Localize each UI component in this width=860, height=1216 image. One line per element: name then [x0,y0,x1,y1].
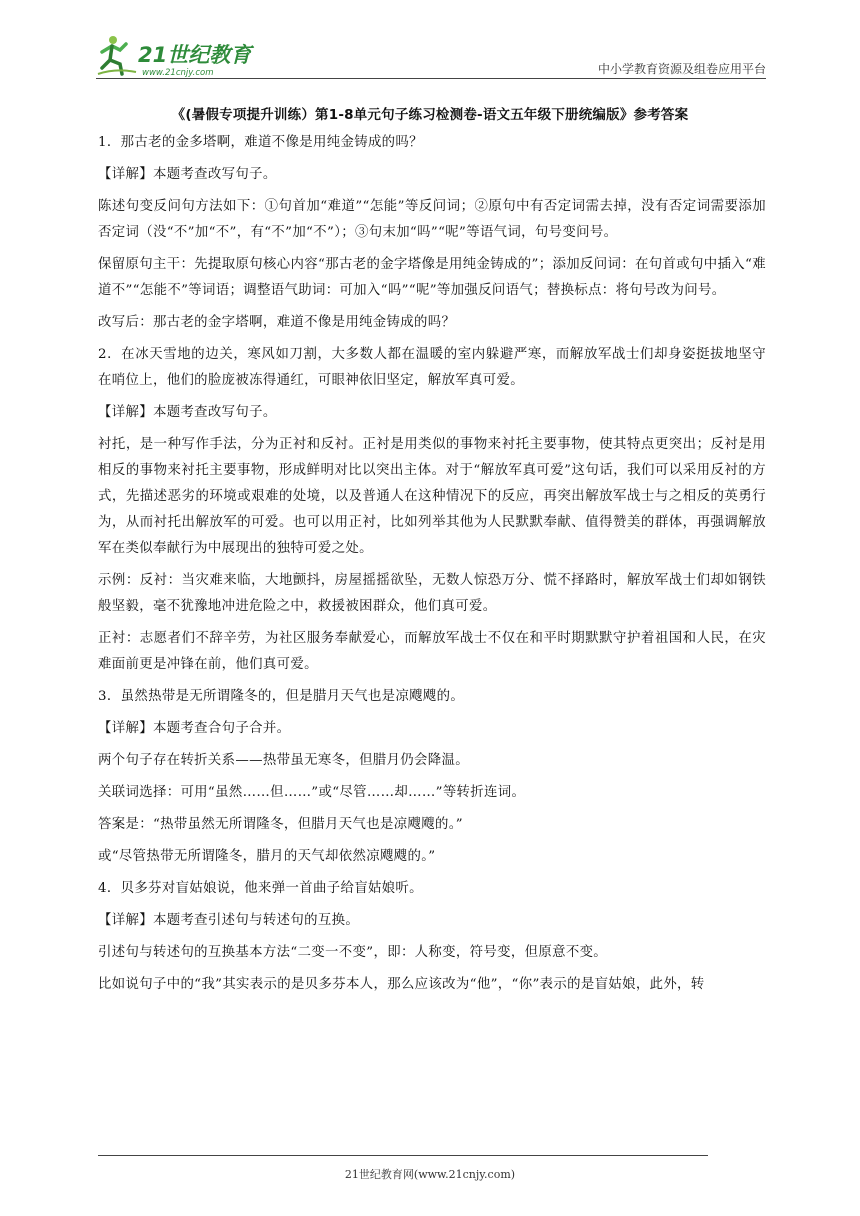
page-footer: 21世纪教育网(www.21cnjy.com) [344,1168,516,1181]
answer-content [98,130,766,1004]
paragraph: 2．在冰天雪地的边关，寒风如刀割，大多数人都在温暖的室内躲避严寒，而解放军战士们却身姿挺拔地坚守在哨位上，他们的脸庞被冻得通红，可眼神依旧坚定，解放军真可爱。 [98,347,766,388]
paragraph: 两个句子存在转折关系——热带虽无寒冬，但腊月仍会降温。 [98,753,469,768]
footer-divider [98,1155,708,1156]
paragraph: 【详解】本题考查引述句与转述句的互换。 [98,913,360,928]
paragraph: 1．那古老的金多塔啊，难道不像是用纯金铸成的吗？ [98,135,423,150]
page-header [96,34,766,80]
logo-url: www.21cnjy.com [142,68,214,78]
paragraph: 或“尽管热带无所谓隆冬，腊月的天气却依然凉飕飕的。” [98,849,436,864]
paragraph: 引述句与转述句的互换基本方法“二变一不变”，即：人称变，符号变，但原意不变。 [98,945,608,960]
paragraph: 保留原句主干：先提取原句核心内容“那古老的金字塔像是用纯金铸成的”；添加反问词：在句首或句中插入“难道不”“怎能不”等词语；调整语气助词：可加入“吗”“呢”等加强反问语气；替换标点：将句号改为问号。 [98,257,766,298]
paragraph: 陈述句变反问句方法如下：①句首加“难道”“怎能”等反问词；②原句中有否定词需去掉，没有否定词需要添加否定词（没“不”加“不”，有“不”加“不”）；③句末加“吗”“呢”等语气词，句号变问号。 [98,199,766,240]
paragraph: 【详解】本题考查改写句子。 [98,167,277,182]
paragraph: 4．贝多芬对盲姑娘说，他来弹一首曲子给盲姑娘听。 [98,881,423,896]
platform-name: 中小学教育资源及组卷应用平台 [597,62,766,76]
paragraph: 正衬：志愿者们不辞辛劳，为社区服务奉献爱心，而解放军战士不仅在和平时期默默守护着祖国和人民，在灾难面前更是冲锋在前，他们真可爱。 [98,631,766,672]
header-divider [96,78,766,79]
paragraph: 【详解】本题考查改写句子。 [98,405,277,420]
paragraph: 比如说句子中的“我”其实表示的是贝多芬本人，那么应该改为“他”，“你”表示的是盲姑娘，此外，转 [98,977,705,992]
paragraph: 衬托，是一种写作手法，分为正衬和反衬。正衬是用类似的事物来衬托主要事物，使其特点更突出；反衬是用相反的事物来衬托主要事物，形成鲜明对比以突出主体。对于“解放军真可爱”这句话，我们可以采用反衬的方式，先描述恶劣的环境或艰难的处境，以及普通人在这种情况下的反应，再突出解放军战士与之相反的英勇行为，从而衬托出解放军的可爱。也可以用正衬，比如列举其他为人民默默奉献、值得赞美的群体，再强调解放军在类似奉献行为中展现出的独特可爱之处。 [98,437,766,556]
paragraph: 答案是：“热带虽然无所谓隆冬，但腊月天气也是凉飕飕的。” [98,817,463,832]
logo-text: 21世纪教育 [138,43,252,67]
logo-21cnjy [96,34,266,80]
paragraph: 【详解】本题考查合句子合并。 [98,721,291,736]
paragraph: 3．虽然热带是无所谓隆冬的，但是腊月天气也是凉飕飕的。 [98,689,465,704]
paragraph: 示例：反衬：当灾难来临，大地颤抖，房屋摇摇欲坠，无数人惊恐万分、慌不择路时，解放军战士们却如钢铁般坚毅，毫不犹豫地冲进危险之中，救援被困群众，他们真可爱。 [98,573,766,614]
paragraph: 关联词选择：可用“虽然……但……”或“尽管……却……”等转折连词。 [98,785,526,800]
paragraph: 改写后：那古老的金字塔啊，难道不像是用纯金铸成的吗？ [98,315,456,330]
page-title: 《(暑假专项提升训练）第1-8单元句子练习检测卷-语文五年级下册统编版》参考答案 [171,107,689,123]
